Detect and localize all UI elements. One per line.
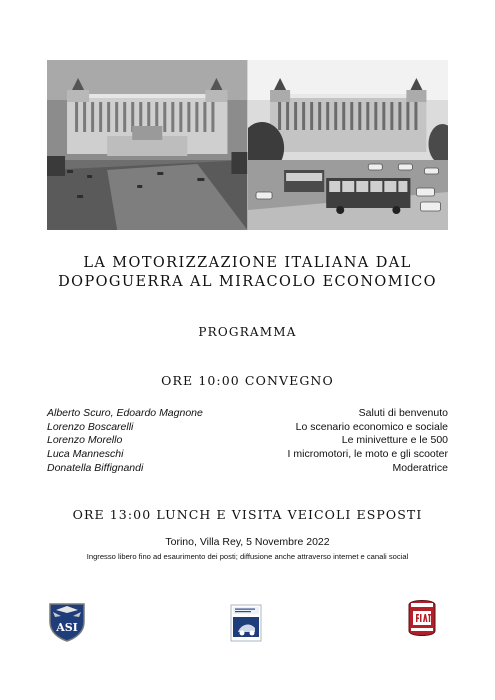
talk-topic: Saluti di benvenuto [358,407,448,419]
program-row [47,434,448,448]
program-row [47,462,448,476]
talk-topic: Le minivetture e le 500 [341,434,448,447]
speaker-name: Alberto Scuro, Edoardo Magnone [47,407,203,419]
talk-topic: I micromotori, le moto e gli scooter [287,448,448,461]
session-heading-morning: ORE 10:00 CONVEGNO [161,373,334,388]
speaker-name: Donatella Biffignandi [47,461,144,474]
svg-text:ASI: ASI [56,621,78,634]
vittoriano-photo-historic [47,60,248,230]
asi-logo [47,600,87,642]
session-heading-lunch: ORE 13:00 LUNCH E VISITA VEICOLI ESPOSTI [72,507,423,522]
speaker-name: Lorenzo Boscarelli [47,420,134,433]
program-heading: PROGRAMMA [198,325,297,339]
speaker-name: Luca Manneschi [47,448,124,461]
museum-logo [230,604,262,642]
vittoriano-photo-traffic [248,60,449,230]
venue-date: Torino, Villa Rey, 5 Novembre 2022 [165,536,330,548]
program-row [47,421,448,435]
program-row [47,448,448,462]
event-title: LA MOTORIZZAZIONE ITALIANA DAL DOPOGUERRA AL MIRACOLO ECONOMICO [58,255,437,290]
talk-topic: Lo scenario economico e sociale [295,420,448,433]
program-list [47,407,448,476]
talk-topic: Moderatrice [392,461,448,474]
admission-note: Ingresso libero fino ad esaurimento dei posti; diffusione anche attraverso internet e canali social [86,552,409,561]
program-row [47,407,448,421]
registro-fiat-logo [405,597,439,641]
header-photos [47,60,448,230]
speaker-name: Lorenzo Morello [47,434,123,447]
